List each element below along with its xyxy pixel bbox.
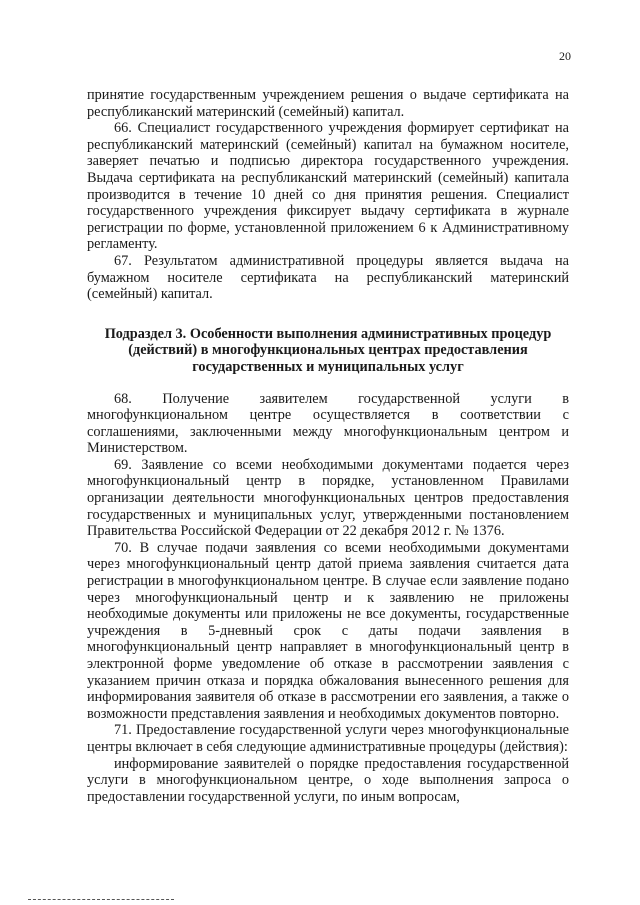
paragraph: принятие государственным учреждением решения о выдаче сертификата на республиканский материнский (семейный) капитал. bbox=[87, 87, 569, 120]
paragraph-69: 69. Заявление со всеми необходимыми документами подается через многофункциональный центр в порядке, установленном Правилами организации деятельности многофункциональных центров предоставления государственных и муниципальных услуг, утвержденными постановлением Правительства Российской Федерации от 22 декабря 2012 г. № 1376. bbox=[87, 456, 569, 540]
paragraph-70: 70. В случае подачи заявления со всеми необходимыми документами через многофункциональный центр датой приема заявления считается дата регистрации в многофункциональном центре. В случае если заявление подано через многофункциональный центр и к заявлению не приложены необходимые документы или приложены не все документы, государственные учреждения в 5-дневный срок с даты подачи заявления в многофункциональный центр направляет в многофункциональный центр в электронной форме уведомление об отказе в рассмотрении заявления с указанием причин отказа и порядка обжалования вынесенного решения для информирования заявителя об отказе в рассмотрении его заявления, а также о возможности представления заявления и необходимых документов повторно. bbox=[87, 539, 569, 722]
paragraph-66: 66. Специалист государственного учреждения формирует сертификат на республиканский материнский (семейный) капитал на бумажном носителе, заверяет печатью и подписью директора государственного учреждения. Выдача сертификата на республиканский материнский (семейный) капитала производится в течение 10 дней со дня принятия решения. Специалист государственного учреждения фиксирует выдачу сертификата в журнале регистрации по форме, установленной приложением 6 к Административному регламенту. bbox=[87, 120, 569, 253]
paragraph-list-item: информирование заявителей о порядке предоставления государственной услуги в многофункциональном центре, о ходе выполнения запроса о предоставлении государственной услуги, по иным вопросам, bbox=[87, 755, 569, 805]
paragraph-67: 67. Результатом административной процедуры является выдача на бумажном носителе сертификата на республиканский материнский (семейный) капитал. bbox=[87, 252, 569, 303]
footer-divider bbox=[28, 899, 174, 900]
document-body bbox=[87, 87, 569, 805]
paragraph-71: 71. Предоставление государственной услуги через многофункциональные центры включает в себя следующие административные процедуры (действия): bbox=[87, 722, 569, 755]
section-heading: Подраздел 3. Особенности выполнения административных процедур (действий) в многофункциональных центрах предоставления государственных и муниципальных услуг bbox=[104, 325, 552, 375]
paragraph-68: 68. Получение заявителем государственной услуги в многофункциональном центре осуществляется в соответствии с соглашениями, заключенными между многофункциональным центром и Министерством. bbox=[87, 390, 569, 457]
page-number: 20 bbox=[559, 49, 571, 63]
